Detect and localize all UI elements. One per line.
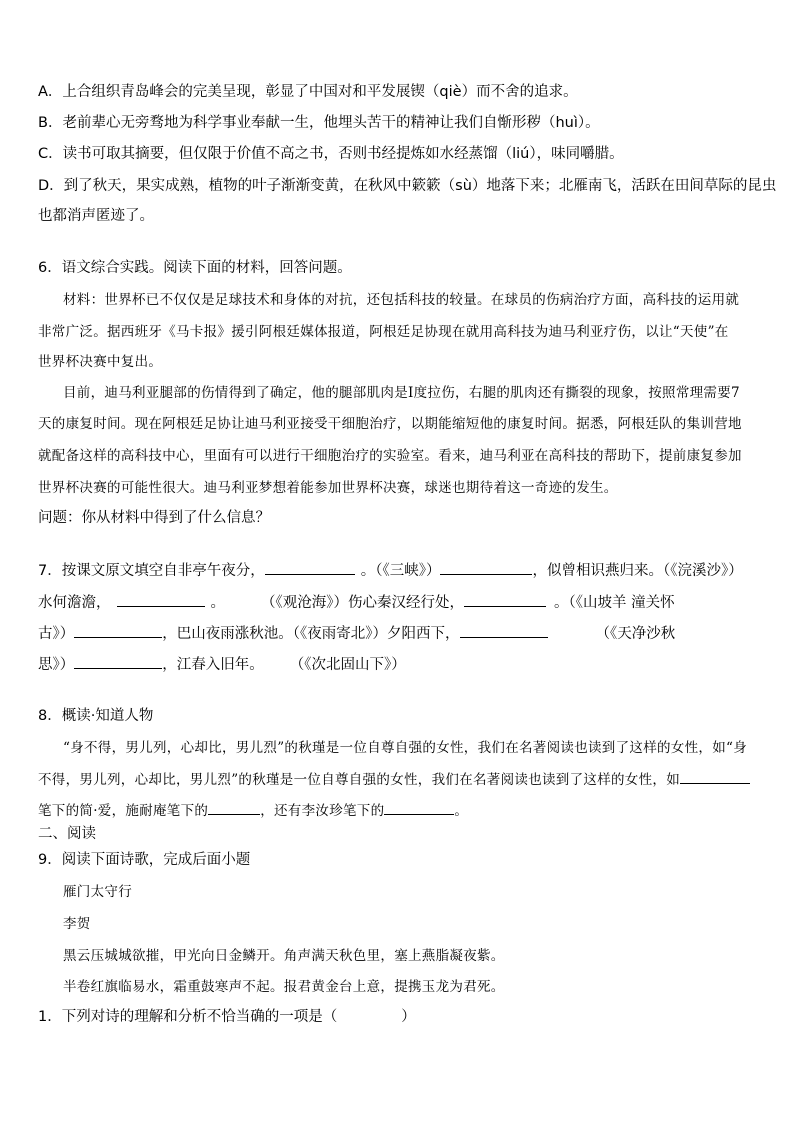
q7-line4-text-b: ，江春入旧年。 — [162, 657, 264, 673]
q7-line4-text-c: （《次北固山下》） — [289, 657, 406, 673]
q8-text-line3-b: ，还有李汝珍笔下的 — [260, 803, 385, 819]
q7-line4 — [38, 654, 406, 675]
q5-option-d-line1: D．到了秋天，果实成熟，植物的叶子渐渐变黄，在秋风中簌簌（sù）地落下来；北雁南飞，活跃在田间草际的昆虫 — [38, 178, 777, 194]
q8-text-line3-c: 。 — [454, 803, 469, 819]
q7-line2-text-a: 水何澹澹， — [38, 595, 111, 611]
q7-line2-text-c: （《观沧海》）伤心秦汉经行处， — [261, 595, 464, 611]
q8-text-line1: “身不得，男儿列，心却比，男儿烈”的秋瑾是一位自尊自强的女性，我们在名著阅读也读到了这样的女性，如“身 — [63, 740, 748, 756]
poem-title: 雁门太守行 — [63, 884, 132, 900]
q6-material-p2-line1: 目前，迪马利亚腿部的伤情得到了确定，他的腿部肌肉是Ⅰ度拉伤，右腿的肌肉还有撕裂的现象，按照常理需要7 — [63, 385, 740, 401]
q9-subquestion-1-text: 1．下列对诗的理解和分析不恰当确的一项是（ — [38, 1009, 338, 1025]
q7-line3-text-c: （《天净沙秋 — [595, 626, 676, 642]
q8-title: 8．概读·知道人物 — [38, 708, 154, 724]
q6-material-p2-line3: 就配备这样的高科技中心，里面有可以进行干细胞治疗的实验室。看来，迪马利亚在高科技的帮助下，提前康复参加 — [38, 448, 742, 464]
q6-question: 问题：你从材料中得到了什么信息？ — [38, 510, 270, 526]
q7-blank-5[interactable] — [74, 623, 162, 638]
q7-line1-text-b: 。（《三峡》） — [360, 563, 441, 579]
q7-line3 — [38, 623, 675, 644]
poem-verse-1: 黑云压城城欲摧，甲光向日金鳞开。角声满天秋色里，塞上燕脂凝夜紫。 — [63, 948, 505, 964]
q7-line2 — [38, 592, 675, 613]
q5-option-b: B．老前辈心无旁骛地为科学事业奉献一生，他埋头苦干的精神让我们自惭形秽（huì）。 — [38, 115, 600, 131]
q6-material-p1-line3: 世界杯决赛中复出。 — [38, 354, 163, 370]
section-reading-title: 二、阅读 — [38, 826, 96, 842]
q8-text-line3 — [38, 800, 468, 821]
poem-verse-2: 半卷红旗临易水，霜重鼓寒声不起。报君黄金台上意，提携玉龙为君死。 — [63, 979, 505, 995]
q5-option-c: C．读书可取其摘要，但仅限于价值不高之书，否则书经提炼如水经蒸馏（liú），味同嚼腊。 — [38, 146, 624, 162]
q9-subquestion-1-close: ） — [401, 1009, 416, 1025]
q6-title: 6．语文综合实践。阅读下面的材料，回答问题。 — [38, 260, 352, 276]
q7-line4-text-a: 思》） — [38, 657, 75, 673]
q6-material-p1-line1: 材料：世界杯已不仅仅是足球技术和身体的对抗，还包括科技的较量。在球员的伤病治疗方面，高科技的运用就 — [63, 292, 740, 308]
q7-line1-text-c: ，似曾相识燕归来。（《浣溪沙》） — [532, 563, 743, 579]
q7-line1-text-a: 7．按课文原文填空自非亭午夜分， — [38, 563, 265, 579]
q6-material-p2-line4: 世界杯决赛的可能性很大。迪马利亚梦想着能参加世界杯决赛，球迷也期待着这一奇迹的发生。 — [38, 480, 618, 496]
q7-blank-4[interactable] — [464, 592, 546, 607]
q6-material-p1-line2: 非常广泛。据西班牙《马卡报》援引阿根廷媒体报道，阿根廷足协现在就用高科技为迪马利亚疗伤，以让“天使”在 — [38, 324, 729, 340]
q7-line3-text-a: 古》） — [38, 626, 75, 642]
q8-text-line2 — [38, 769, 750, 790]
q9-title: 9．阅读下面诗歌，完成后面小题 — [38, 852, 251, 868]
q7-blank-3[interactable] — [117, 592, 205, 607]
q7-blank-6[interactable] — [460, 623, 548, 638]
q6-material-p2-line2: 天的康复时间。现在阿根廷足协让迪马利亚接受干细胞治疗，以期能缩短他的康复时间。据悉，阿根廷队的集训营地 — [38, 416, 742, 432]
q8-text-line2-a: 不得，男儿列，心却比，男儿烈”的秋瑾是一位自尊自强的女性，我们在名著阅读也读到了这样的女性，如 — [38, 772, 680, 788]
q7-line1 — [38, 560, 743, 581]
q7-line2-text-d: 。（《山坡羊 潼关怀 — [554, 595, 675, 611]
q8-blank-3[interactable] — [384, 800, 454, 815]
q8-blank-2[interactable] — [208, 800, 260, 815]
q5-option-a: A．上合组织青岛峰会的完美呈现，彰显了中国对和平发展锲（qiè）而不舍的追求。 — [38, 84, 578, 100]
q7-line2-text-b: 。 — [210, 595, 225, 611]
q9-subquestion-1 — [38, 1007, 416, 1027]
q5-option-d-line2: 也都消声匿迹了。 — [38, 208, 154, 224]
q8-text-line3-a: 笔下的简·爱，施耐庵笔下的 — [38, 803, 209, 819]
q7-blank-2[interactable] — [440, 560, 532, 575]
q8-blank-1[interactable] — [680, 769, 750, 784]
poem-author: 李贺 — [63, 916, 91, 932]
q7-blank-7[interactable] — [74, 654, 162, 669]
q7-blank-1[interactable] — [265, 560, 355, 575]
q7-line3-text-b: ，巴山夜雨涨秋池。（《夜雨寄北》）夕阳西下， — [162, 626, 460, 642]
